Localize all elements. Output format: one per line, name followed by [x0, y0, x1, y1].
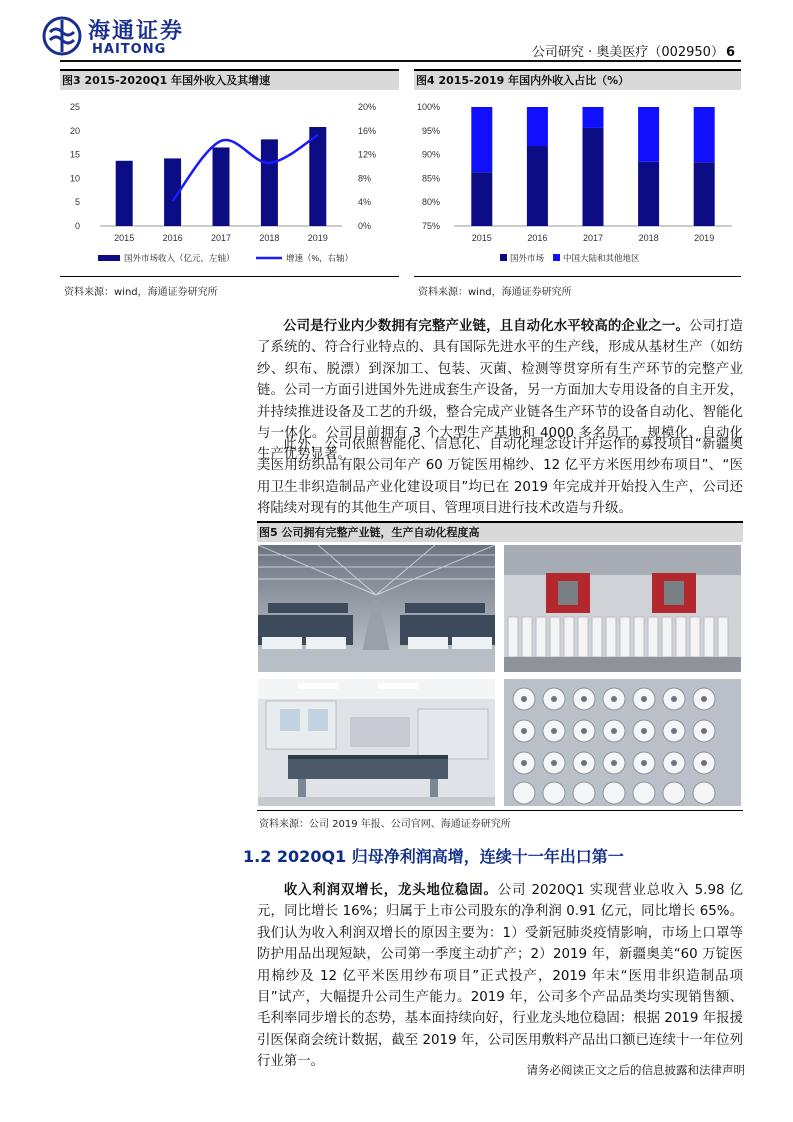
bar-foreign-share	[694, 162, 715, 226]
line-growth-rate	[173, 135, 318, 201]
fig3-chart	[60, 90, 399, 270]
fig4-bottom-rule	[414, 276, 741, 277]
legend-a-label: 国外市场	[510, 253, 545, 263]
photo-weaving-workshop	[258, 545, 495, 672]
paragraph-1-body: 公司打造了系统的、符合行业特点的、具有国际先进水平的生产线，形成从基材生产（如纺纱、织布、脱漂）到深加工、包装、灭菌、检测等贯穿所有生产环节的完整产业链。公司一方面引进国外先进成套生产设备，另一方面加大专用设备的自主开发，并持续推进设备及工艺的升级，整合完成产业链各生产环节的设备自动化、智能化与一体化。公司目前拥有 3 个大型生产基地和 4000 多名员工，规模化、自动化生产优势显著。	[257, 319, 744, 463]
fig3-title: 图3 2015-2020Q1 年国外收入及其增速	[60, 69, 399, 90]
bar-domestic-share	[694, 107, 715, 162]
photo-laboratory	[258, 679, 495, 806]
y-right-tick-label: 20%	[358, 102, 377, 112]
paragraph-2-body: 此外，公司依照智能化、信息化、自动化理念设计并运作的募投项目“新疆奥美医用纺织品有限公司年产 60 万锭医用棉纱、12 亿平方米医用纱布项目”、“医用卫生非织造制品产业化建设项目”均已在 2019 年完成并开始投入生产，公司还将陆续对现有的其他生产项目、管理项目进行技术改造与升级。	[257, 437, 743, 517]
y-tick-label: 75%	[421, 221, 440, 231]
photo-yarn-bobbins	[504, 679, 741, 806]
fig5-title: 图5 公司拥有完整产业链，生产自动化程度高	[257, 521, 743, 542]
x-tick-label: 2019	[694, 233, 715, 243]
bar-foreign-share	[583, 128, 604, 226]
y-right-tick-label: 8%	[358, 173, 372, 184]
x-tick-label: 2017	[210, 233, 232, 243]
paragraph-1-lead: 公司是行业内少数拥有完整产业链，且自动化水平较高的企业之一。	[283, 319, 690, 334]
haitong-logo-icon	[42, 16, 82, 56]
bar-foreign-share	[471, 172, 492, 226]
doc-label: 公司研究 · 奥美医疗（002950）	[531, 45, 724, 60]
bar-foreign-share	[638, 162, 659, 226]
x-tick-label: 2017	[582, 233, 604, 243]
paragraph-3	[257, 880, 743, 1073]
x-tick-label: 2019	[307, 233, 328, 243]
y-tick-label: 95%	[421, 125, 440, 136]
y-left-tick-label: 20	[69, 125, 80, 136]
paragraph-3-body: 公司 2020Q1 实现营业总收入 5.98 亿元，同比增长 16%；归属于上市公司股东的净利润 0.91 亿元，同比增长 65%。我们认为收入利润双增长的原因主要为：1）受新冠肺炎疫情影响，市场上口罩等防护用品出现短缺，公司第一季度主动扩产；2）2019 年，新疆奥美“60 万锭医用棉纱及 12 亿平米医用纱布项目”正式投产，2019 年末“医用非织造制品项目”试产，大幅提升公司生产能力。2019 年，公司多个产品品类均实现销售额、毛利率同步增长的态势，基本面持续向好，行业龙头地位稳固：根据 2019 年报援引医保商会统计数据，截至 2019 年，公司医用敷料产品出口额已连续十一年位列行业第一。	[257, 883, 744, 1070]
x-tick-label: 2016	[527, 233, 548, 243]
legend-a-swatch	[500, 254, 507, 261]
legend-bar-swatch	[98, 255, 120, 261]
fig4-chart	[414, 90, 741, 270]
y-tick-label: 100%	[416, 102, 440, 112]
y-tick-label: 85%	[421, 173, 440, 184]
header-doc-label	[532, 41, 735, 60]
bar-domestic-share	[527, 107, 548, 146]
bar-foreign-revenue	[261, 139, 278, 226]
paragraph-3-lead: 收入利润双增长，龙头地位稳固。	[283, 883, 498, 898]
logo-cn-text: 海通证券	[88, 18, 185, 44]
page-number: 6	[725, 45, 735, 60]
x-tick-label: 2018	[259, 233, 280, 243]
fig5-source: 资料来源：公司 2019 年报、公司官网、海通证券研究所	[259, 819, 511, 830]
fig3-source: 资料来源：wind，海通证券研究所	[64, 287, 218, 298]
fig3-bottom-rule	[60, 276, 399, 277]
fig4-title: 图4 2015-2019 年国内外收入占比（%）	[414, 69, 741, 90]
bar-foreign-revenue	[309, 127, 326, 226]
y-right-tick-label: 16%	[358, 125, 377, 136]
y-tick-label: 90%	[421, 149, 440, 160]
bar-foreign-revenue	[213, 147, 230, 226]
logo-en-text: HAITONG	[92, 42, 167, 57]
y-right-tick-label: 4%	[358, 197, 372, 208]
bar-domestic-share	[638, 107, 659, 162]
y-tick-label: 80%	[421, 197, 440, 208]
y-right-tick-label: 12%	[358, 149, 377, 160]
photo-spinning-machines	[504, 545, 741, 672]
y-left-tick-label: 10	[69, 173, 80, 184]
bar-foreign-revenue	[116, 161, 133, 226]
bar-domestic-share	[471, 107, 492, 172]
x-tick-label: 2018	[638, 233, 659, 243]
y-right-tick-label: 0%	[358, 221, 372, 231]
header-divider	[60, 60, 741, 62]
paragraph-2	[257, 434, 743, 520]
fig4-source: 资料来源：wind，海通证券研究所	[418, 287, 572, 298]
legend-line-label: 增速（%，右轴）	[286, 253, 354, 263]
x-tick-label: 2015	[471, 233, 492, 243]
y-left-tick-label: 25	[69, 102, 80, 112]
y-left-tick-label: 5	[74, 197, 80, 208]
bar-foreign-share	[527, 146, 548, 226]
footer-disclaimer: 请务必阅读正文之后的信息披露和法律声明	[526, 1063, 745, 1077]
x-tick-label: 2015	[114, 233, 135, 243]
fig5-bottom-rule	[257, 810, 743, 811]
legend-b-swatch	[553, 254, 560, 261]
legend-b-label: 中国大陆和其他地区	[563, 253, 640, 263]
bar-domestic-share	[583, 107, 604, 128]
y-left-tick-label: 15	[69, 149, 80, 160]
x-tick-label: 2016	[162, 233, 183, 243]
y-left-tick-label: 0	[74, 221, 80, 231]
legend-bar-label: 国外市场收入（亿元，左轴）	[124, 253, 235, 263]
section-title: 1.2 2020Q1 归母净利润高增，连续十一年出口第一	[243, 847, 624, 866]
